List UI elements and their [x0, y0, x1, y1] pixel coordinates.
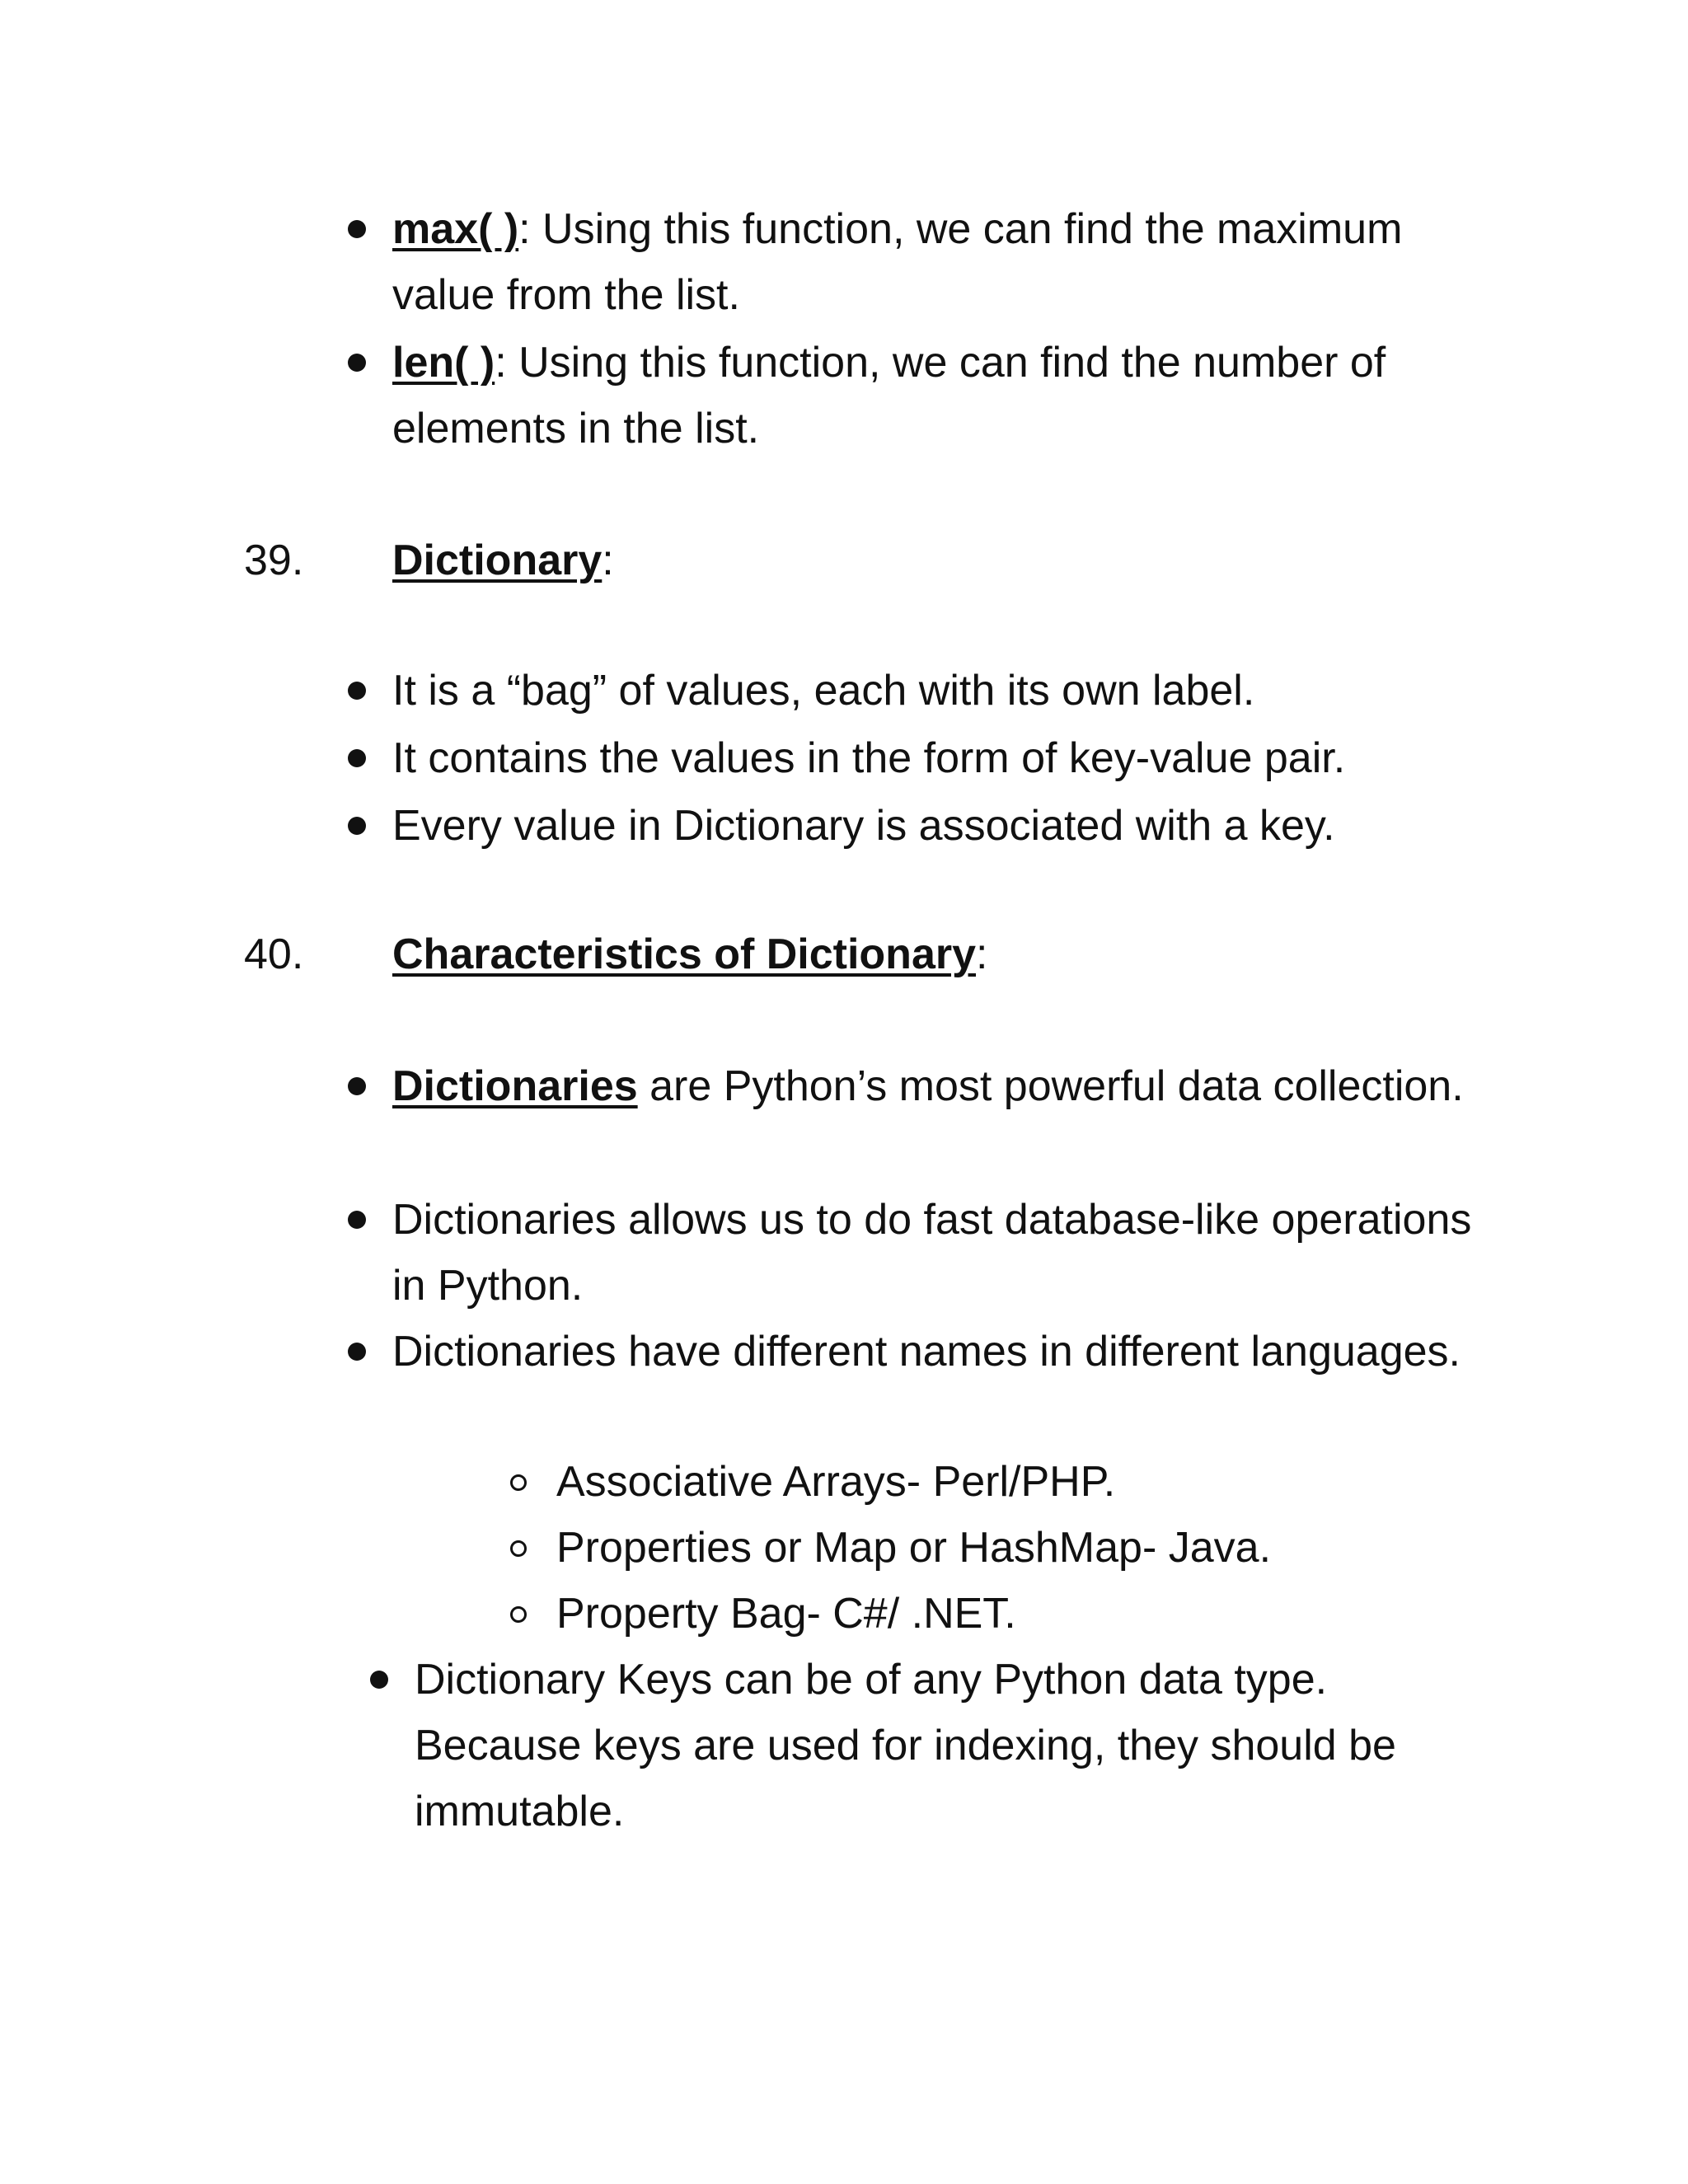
bullet-icon [348, 749, 366, 767]
section-39-title [392, 527, 614, 593]
list-item [392, 793, 1489, 859]
section-40-bullet-text: Dictionary Keys can be of any Python data type. Because keys are used for indexing, they should be immutable. [415, 1656, 1396, 1835]
list-item [415, 1647, 1478, 1844]
list-item-len [392, 330, 1489, 462]
list-item [392, 1187, 1489, 1319]
list-item [392, 1053, 1489, 1119]
section-39-number: 39. [244, 537, 304, 584]
sub-list-item [556, 1581, 1463, 1647]
bullet-icon [348, 354, 366, 372]
list-item [392, 1319, 1489, 1385]
circle-bullet-icon [510, 1540, 527, 1557]
section-40-title [392, 921, 987, 987]
bullet-icon [348, 220, 366, 238]
section-39-title-term: Dictionary [392, 537, 603, 584]
section-40-title-suffix: : [976, 930, 988, 978]
section-39-title-suffix: : [602, 537, 614, 584]
section-40-bullet-text: Dictionaries allows us to do fast database-like operations in Python. [392, 1196, 1472, 1310]
term-dictionaries: Dictionaries [392, 1062, 638, 1110]
section-39-bullet-text: It contains the values in the form of key-value pair. [392, 734, 1346, 782]
sub-item-text: Property Bag- C#/ .NET. [556, 1590, 1016, 1638]
bullet-icon [348, 1077, 366, 1095]
bullet-icon [348, 1211, 366, 1229]
bullet-icon [348, 817, 366, 835]
text-max: : Using this function, we can find the maximum value from the list. [392, 205, 1403, 319]
bullet-icon [348, 1343, 366, 1361]
list-item [392, 725, 1489, 791]
term-len: len( ) [392, 339, 495, 387]
sub-item-text: Properties or Map or HashMap- Java. [556, 1524, 1272, 1572]
sub-item-text: Associative Arrays- Perl/PHP. [556, 1458, 1116, 1506]
text-len: : Using this function, we can find the number of elements in the list. [392, 339, 1386, 452]
bullet-icon [370, 1671, 388, 1689]
section-40-bullet-text: Dictionaries have different names in different languages. [392, 1328, 1461, 1376]
section-39-bullet-text: Every value in Dictionary is associated with a key. [392, 802, 1335, 850]
term-max: max( ) [392, 205, 519, 253]
list-item [392, 658, 1489, 724]
list-item-max [392, 196, 1489, 328]
circle-bullet-icon [510, 1606, 527, 1623]
sub-list-item [556, 1515, 1463, 1581]
bullet-icon [348, 682, 366, 700]
circle-bullet-icon [510, 1474, 527, 1491]
section-39-bullet-text: It is a “bag” of values, each with its own label. [392, 667, 1255, 715]
section-40-bullet-text: are Python’s most powerful data collection. [637, 1062, 1464, 1110]
section-40-number: 40. [244, 930, 304, 978]
sub-list-item [556, 1449, 1463, 1515]
section-40-title-term: Characteristics of Dictionary [392, 930, 977, 978]
